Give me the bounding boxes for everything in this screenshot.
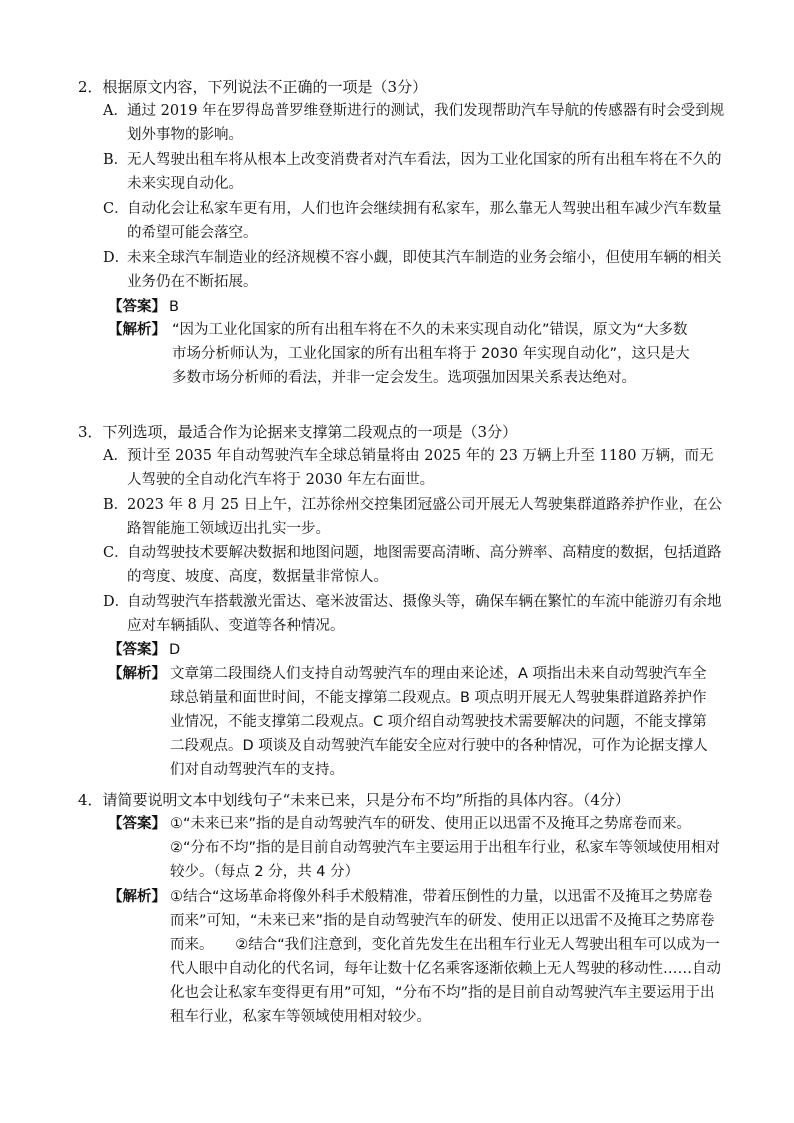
option-text: 自动驾驶汽车搭载激光雷达、毫米波雷达、摄像头等，确保车辆在繁忙的车流中能游刃有余地应对车辆插队、变道等各种情况。 <box>127 594 722 634</box>
question-3-option-d <box>103 590 728 638</box>
option-text: 2023 年 8 月 25 日上午，江苏徐州交控集团冠盛公司开展无人驾驶集群道路养护作业，在公路智能施工领域迈出扎实一步。 <box>127 497 723 537</box>
question-3-option-a <box>103 444 728 492</box>
option-letter: C． <box>103 545 129 561</box>
option-text: 自动驾驶技术要解决数据和地图问题，地图需要高清晰、高分辨率、高精度的数据，包括道路的弯度、坡度、高度，数据量非常惊人。 <box>127 545 722 585</box>
option-text: 无人驾驶出租车将从根本上改变消费者对汽车看法，因为工业化国家的所有出租车将在不久的未来实现自动化。 <box>127 152 722 192</box>
question-3-option-c <box>103 541 728 589</box>
question-2-option-c <box>103 197 728 245</box>
answer-value: B <box>169 299 179 315</box>
option-letter: C． <box>103 201 129 217</box>
answer-label: 【答案】 <box>108 816 166 832</box>
option-letter: D． <box>103 250 130 266</box>
option-letter: B． <box>103 497 129 513</box>
analysis-text: 文章第二段围绕人们支持自动驾驶汽车的理由来论述，A 项指出未来自动驾驶汽车全球总销量和面世时间，不能支撑第二段观点。B 项点明开展无人驾驶集群道路养护作业情况，不能支撑第二段观点。C 项介绍自动驾驶技术需要解决的问题，不能支撑第二段观点。D 项谈及自动驾驶汽车能安全应对行驶中的各种情况，可作为论据支撑人们对自动驾驶汽车的支持。 <box>170 666 708 778</box>
option-letter: D． <box>103 594 130 610</box>
answer-label: 【答案】 <box>108 299 166 315</box>
answer-label: 【答案】 <box>108 642 166 658</box>
option-text: 自动化会让私家车更有用，人们也许会继续拥有私家车，那么靠无人驾驶出租车减少汽车数量的希望可能会落空。 <box>127 201 722 241</box>
option-letter: B． <box>103 152 129 168</box>
option-letter: A． <box>103 448 128 464</box>
option-letter: A． <box>103 103 128 119</box>
question-3-stem: 3．下列选项，最适合作为论据来支撑第二段观点的一项是（3分） <box>78 423 518 441</box>
option-text: 未来全球汽车制造业的经济规模不容小觑，即使其汽车制造的业务会缩小，但使用车辆的相关业务仍在不断拓展。 <box>127 250 722 290</box>
analysis-label: 【解析】 <box>108 889 166 905</box>
analysis-text: “因为工业化国家的所有出租车将在不久的未来实现自动化”错误，原文为“大多数市场分析师认为，工业化国家的所有出租车将于 2030 年实现自动化”，这只是大多数市场分析师的看法，并非一定会发生。选项强加因果关系表达绝对。 <box>172 322 690 386</box>
question-2-option-b <box>103 148 728 196</box>
analysis-label: 【解析】 <box>108 666 166 682</box>
question-2-option-a <box>103 99 728 147</box>
question-2-option-d <box>103 246 728 294</box>
option-text: 通过 2019 年在罗得岛普罗维登斯进行的测试，我们发现帮助汽车导航的传感器有时会受到规划外事物的影响。 <box>127 103 725 143</box>
answer-value: D <box>169 642 181 658</box>
analysis-label: 【解析】 <box>108 322 166 338</box>
question-2-stem: 2．根据原文内容，下列说法不正确的一项是（3分） <box>78 78 428 96</box>
question-3-option-b <box>103 493 728 541</box>
answer-text: ①“未来已来”指的是自动驾驶汽车的研发、使用正以迅雷不及掩耳之势席卷而来。 ②“分布不均”指的是目前自动驾驶汽车主要运用于出租车行业，私家车等领域使用相对较少。（每点 2 分，共 4 分） <box>170 816 721 880</box>
question-4-stem: 4．请简要说明文本中划线句子“未来已来，只是分布不均”所指的具体内容。（4分） <box>78 791 630 809</box>
option-text: 预计至 2035 年自动驾驶汽车全球总销量将由 2025 年的 23 万辆上升至 1180 万辆，而无人驾驶的全自动化汽车将于 2030 年左右面世。 <box>127 448 714 488</box>
analysis-text: ①结合“这场革命将像外科手术般精准，带着压倒性的力量，以迅雷不及掩耳之势席卷而来”可知，“未来已来”指的是自动驾驶汽车的研发、使用正以迅雷不及掩耳之势席卷而来。 ②结合“我们注意到，变化首先发生在出租车行业无人驾驶出租车可以成为一代人眼中自动化的代名词，每年让数十亿名乘客逐渐依赖上无人驾驶的移动性……自动化也会让私家车变得更有用”可知，“分布不均”指的是目前自动驾驶汽车主要运用于出租车行业，私家车等领域使用相对较少。 <box>170 889 721 1025</box>
